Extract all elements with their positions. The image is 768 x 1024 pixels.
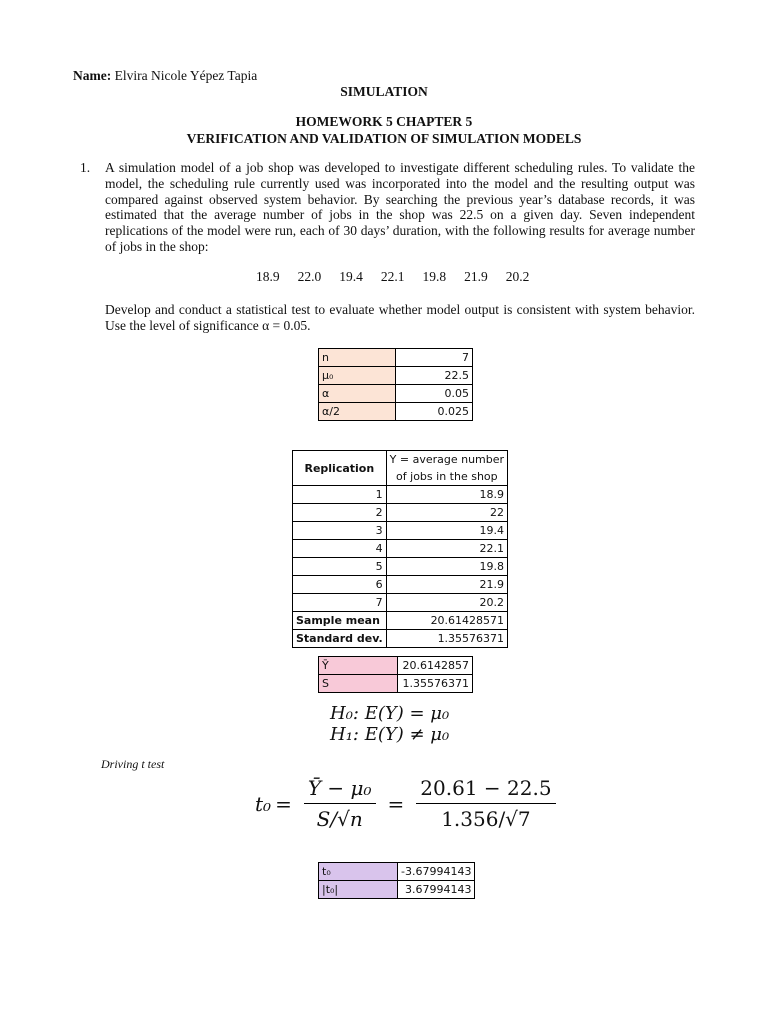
std-dev-value: 1.35576371 [386, 630, 507, 648]
observed-values [256, 269, 529, 285]
rep-value: 19.4 [386, 522, 507, 540]
numeric-denominator: 1.356/√7 [441, 807, 531, 831]
table-row [293, 558, 508, 576]
sample-mean-row [293, 612, 508, 630]
topic-title: VERIFICATION AND VALIDATION OF SIMULATION MODELS [186, 131, 582, 146]
rep-number: 6 [293, 576, 387, 594]
replications-table [292, 450, 508, 648]
t-label: |t₀| [319, 881, 398, 899]
sample-mean-value: 20.61428571 [386, 612, 507, 630]
table-row [319, 863, 475, 881]
table-row [319, 881, 475, 899]
table-row [293, 540, 508, 558]
table-row [293, 486, 508, 504]
rep-value: 21.9 [386, 576, 507, 594]
param-value: 0.05 [396, 385, 473, 403]
parameters-table [318, 348, 473, 421]
rep-number: 5 [293, 558, 387, 576]
table-row [319, 675, 473, 693]
table-row [319, 385, 473, 403]
summary-label: Ȳ [319, 657, 398, 675]
student-name-line [73, 68, 257, 84]
rep-number: 4 [293, 540, 387, 558]
std-dev-row [293, 630, 508, 648]
table-row [293, 576, 508, 594]
driving-t-test-label: Driving t test [101, 757, 165, 771]
table-row [293, 522, 508, 540]
rep-number: 1 [293, 486, 387, 504]
param-label: n [319, 349, 396, 367]
rep-value: 22 [386, 504, 507, 522]
numeric-fraction [416, 776, 555, 831]
summary-value: 20.6142857 [398, 657, 473, 675]
param-value: 0.025 [396, 403, 473, 421]
replication-header: Replication [293, 451, 387, 486]
question-text: A simulation model of a job shop was developed to investigate different scheduling rules. To validate the model, the scheduling rule currently used was incorporated into the model and the resulting output was compared against observed system behavior. By searching the previous year’s database records, it was estimated that the average number of jobs in the shop was 22.5 on a given day. Seven independent replications of the model were run, each of 30 days’ duration, with the following results for average number of jobs in the shop: [105, 160, 695, 254]
table-row [293, 594, 508, 612]
param-label: α/2 [319, 403, 396, 421]
value-item: 21.9 [464, 269, 488, 284]
param-label: μ₀ [319, 367, 396, 385]
symbolic-denominator: S/√n [316, 807, 363, 831]
value-item: 22.0 [297, 269, 322, 284]
rep-value: 19.8 [386, 558, 507, 576]
value-item: 19.4 [339, 269, 363, 284]
rep-value: 20.2 [386, 594, 507, 612]
homework-title: HOMEWORK 5 CHAPTER 5 [295, 114, 473, 129]
alternative-hypothesis: H₁: E(Y) ≠ μ₀ [330, 724, 450, 745]
value-item: 18.9 [256, 269, 280, 284]
param-value: 7 [396, 349, 473, 367]
value-item: 20.2 [505, 269, 530, 284]
symbolic-numerator: Ȳ − μ₀ [304, 776, 376, 804]
value-item: 22.1 [380, 269, 405, 284]
equals-sign: = [275, 791, 292, 816]
course-title: SIMULATION [340, 84, 428, 99]
rep-number: 7 [293, 594, 387, 612]
table-row [319, 403, 473, 421]
rep-value: 22.1 [386, 540, 507, 558]
t-value: 3.67994143 [398, 881, 475, 899]
student-name: Elvira Nicole Yépez Tapia [114, 68, 258, 83]
table-row [319, 349, 473, 367]
t-value-table [318, 862, 475, 899]
table-row [319, 657, 473, 675]
table-row [293, 504, 508, 522]
t-label: t₀ [319, 863, 398, 881]
t-statistic-formula [255, 776, 564, 831]
question-number: 1. [80, 160, 91, 175]
table-header-row [293, 451, 508, 486]
name-label: Name: [73, 68, 112, 83]
null-hypothesis: H₀: E(Y) = μ₀ [330, 703, 450, 724]
numeric-numerator: 20.61 − 22.5 [416, 776, 555, 804]
param-label: α [319, 385, 396, 403]
std-dev-label: Standard dev. [293, 630, 387, 648]
t-value: -3.67994143 [398, 863, 475, 881]
table-row [319, 367, 473, 385]
y-header [386, 451, 507, 486]
value-item: 19.8 [422, 269, 447, 284]
summary-label: S [319, 675, 398, 693]
y-header-line1: Y = average number [389, 453, 505, 466]
symbolic-fraction [304, 776, 376, 831]
rep-number: 2 [293, 504, 387, 522]
task-text: Develop and conduct a statistical test to evaluate whether model output is consistent with system behavior. Use the level of significance α = 0.05. [105, 302, 695, 333]
y-header-line2: of jobs in the shop [396, 470, 498, 483]
rep-number: 3 [293, 522, 387, 540]
equals-sign: = [387, 791, 405, 816]
rep-value: 18.9 [386, 486, 507, 504]
summary-table [318, 656, 473, 693]
param-value: 22.5 [396, 367, 473, 385]
sample-mean-label: Sample mean [293, 612, 387, 630]
formula-lhs: t₀ [255, 791, 272, 816]
hypotheses [330, 703, 449, 745]
summary-value: 1.35576371 [398, 675, 473, 693]
